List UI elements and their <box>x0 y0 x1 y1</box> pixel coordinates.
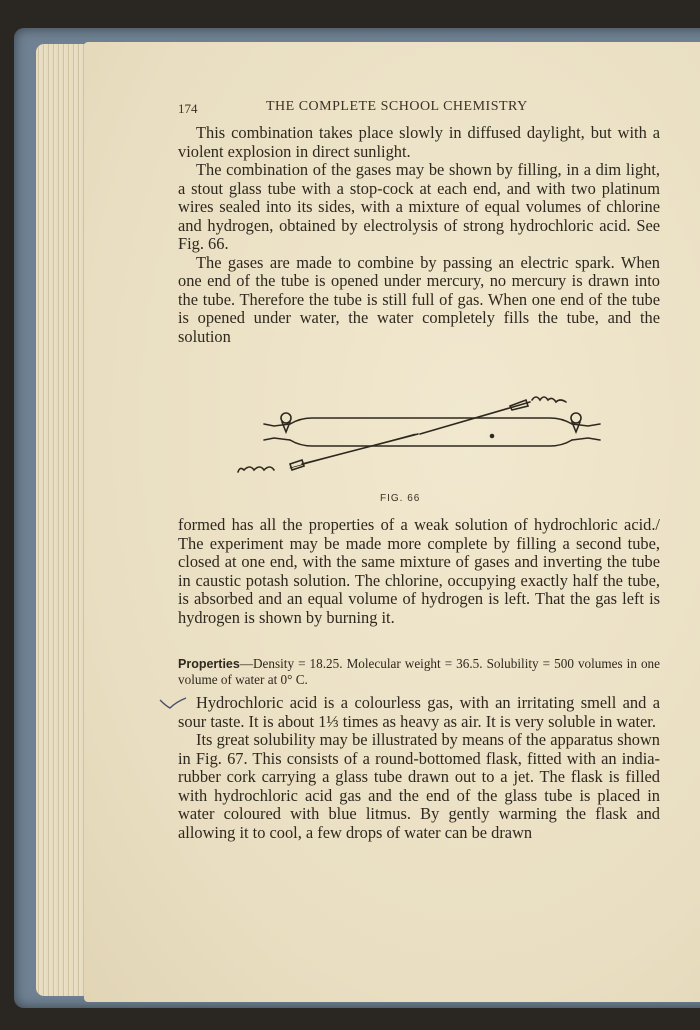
paragraph: Its great solubility may be illustrated by means of the apparatus shown in Fig. 67. This consists of a round-bottomed flask, fitted with an india-rubber cork carrying a glass tube drawn out to a jet. The flask is filled with hydrochloric acid gas and the end of the glass tube is placed in water coloured with blue litmus. By gently warming the flask and allowing it to cool, a few drops of water can be drawn <box>178 730 660 842</box>
page-header <box>178 99 658 119</box>
properties-text: —Density = 18.25. Molecular weight = 36.5. Solubility = 500 volumes in one volume of water at 0° C. <box>178 656 660 687</box>
body-text-bottom <box>178 694 660 842</box>
paragraph: The combination of the gases may be shown by filling, in a dim light, a stout glass tube with a stop-cock at each end, and with two platinum wires sealed into its sides, with a mixture of equal volumes of chlorine and hydrogen, obtained by electrolysis of strong hydrochloric acid. See Fig. 66. <box>178 160 660 253</box>
properties-line <box>178 656 660 687</box>
paragraph: This combination takes place slowly in diffused daylight, but with a violent explosion in direct sunlight. <box>178 123 660 161</box>
page-number: 174 <box>178 101 198 116</box>
paragraph: Hydrochloric acid is a colourless gas, with an irritating smell and a sour taste. It is about 1⅓ times as heavy as air. It is very soluble in water. <box>178 693 660 731</box>
body-text-top <box>178 124 660 346</box>
figure-caption: FIG. 66 <box>380 493 421 504</box>
paragraph: formed has all the properties of a weak solution of hydrochloric acid./ The experiment may be made more complete by filling a second tube, closed at one end, with the same mixture of gases and inverting the tube in caustic potash solution. The chlorine, occupying exactly half the tube, is absorbed and an equal volume of hydrogen is left. That the gas left is hydrogen is shown by burning it. <box>178 515 660 627</box>
figure-66-drawing <box>230 388 610 488</box>
properties-label: Properties <box>178 657 240 671</box>
paragraph: The gases are made to combine by passing an electric spark. When one end of the tube is opened under mercury, no mercury is drawn into the tube. Therefore the tube is still full of gas. When one end of the tube is opened under water, the water completely fills the tube, and the solution <box>178 252 660 346</box>
running-head: THE COMPLETE SCHOOL CHEMISTRY <box>266 99 528 114</box>
body-text-middle <box>178 516 660 627</box>
